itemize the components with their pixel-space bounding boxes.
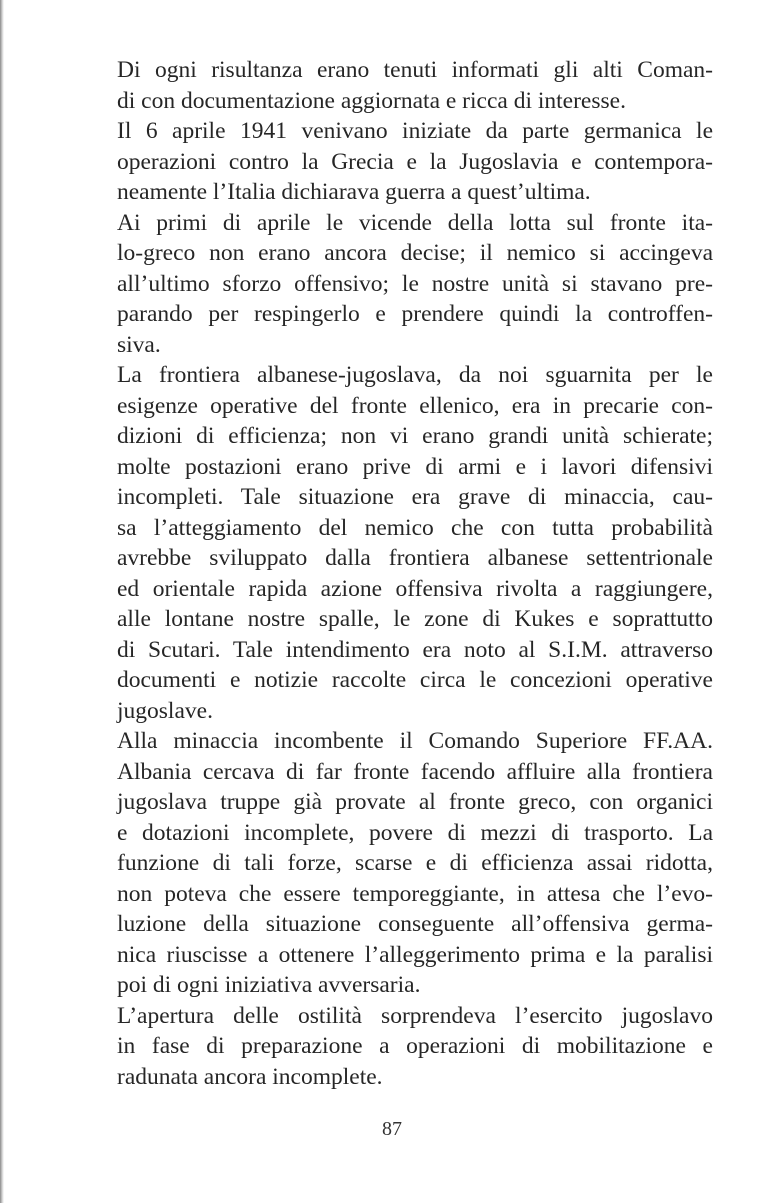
text-line: avrebbe sviluppato dalla frontiera albanese settentrionale <box>117 545 713 571</box>
page-number: 87 <box>382 1118 402 1140</box>
text-line: funzione di tali forze, scarse e di efficienza assai ridotta, <box>117 850 713 876</box>
text-line: all’ultimo sforzo offensivo; le nostre unità si stavano pre- <box>117 270 713 297</box>
text-line: neamente l’Italia dichiarava guerra a quest’ultima. <box>117 179 591 205</box>
text-line: L’apertura delle ostilità sorprendeva l’esercito jugoslavo <box>117 1002 713 1029</box>
text-line: Di ogni risultanza erano tenuti informati gli alti Coman- <box>117 57 713 83</box>
text-line: Il 6 aprile 1941 venivano iniziate da parte germanica le <box>117 118 713 144</box>
text-line: radunata ancora incomplete. <box>117 1063 383 1090</box>
text-line: sa l’atteggiamento del nemico che con tutta probabilità <box>117 514 713 541</box>
text-line: ed orientale rapida azione offensiva rivolta a raggiungere, <box>117 575 713 602</box>
text-line: jugoslava truppe già provate al fronte greco, con organici <box>117 789 713 815</box>
page-spine-edge <box>0 0 4 1203</box>
text-line: lo-greco non erano ancora decise; il nemico si accingeva <box>117 240 713 266</box>
text-line: esigenze operative del fronte ellenico, era in precarie con- <box>117 392 713 419</box>
text-line: di Scutari. Tale intendimento era noto al S.I.M. attraverso <box>117 636 713 663</box>
text-line: jugoslave. <box>117 697 213 724</box>
text-line: dizioni di efficienza; non vi erano grandi unità schierate; <box>117 423 713 449</box>
text-line: Ai primi di aprile le vicende della lotta sul fronte ita- <box>117 209 713 236</box>
text-line: incompleti. Tale situazione era grave di minaccia, cau- <box>117 484 713 510</box>
text-line: siva. <box>117 331 161 358</box>
text-line: di con documentazione aggiornata e ricca di interesse. <box>117 87 626 114</box>
body-text <box>117 55 713 1092</box>
text-line: alle lontane nostre spalle, le zone di Kukes e soprattutto <box>117 606 713 632</box>
text-line: operazioni contro la Grecia e la Jugoslavia e contempora- <box>117 148 713 175</box>
text-line: poi di ogni iniziativa avversaria. <box>117 972 421 998</box>
text-line: Alla minaccia incombente il Comando Superiore FF.AA. <box>117 728 713 754</box>
text-line: luzione della situazione conseguente all’offensiva germa- <box>117 911 713 937</box>
text-line: non poteva che essere temporeggiante, in attesa che l’evo- <box>117 880 713 907</box>
text-line: documenti e notizie raccolte circa le concezioni operative <box>117 667 713 693</box>
text-line: molte postazioni erano prive di armi e i lavori difensivi <box>117 453 713 480</box>
text-line: Albania cercava di far fronte facendo affluire alla frontiera <box>117 758 713 785</box>
text-line: nica riuscisse a ottenere l’alleggerimento prima e la paralisi <box>117 941 713 968</box>
text-line: parando per respingerlo e prendere quindi la controffen- <box>117 301 713 327</box>
text-line: e dotazioni incomplete, povere di mezzi di trasporto. La <box>117 819 713 846</box>
text-line: La frontiera albanese-jugoslava, da noi sguarnita per le <box>117 362 713 388</box>
text-line: in fase di preparazione a operazioni di mobilitazione e <box>117 1033 713 1059</box>
